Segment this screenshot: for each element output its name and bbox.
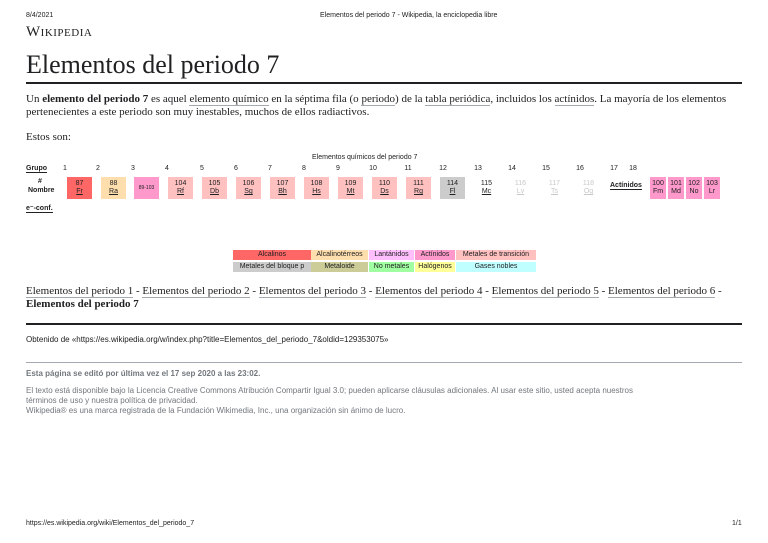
period-navigation <box>26 285 744 311</box>
group-number: 15 <box>542 165 550 172</box>
intro-paragraph <box>26 93 744 119</box>
element-cell[interactable] <box>236 177 261 199</box>
legend-item[interactable]: Metales del bloque p <box>233 262 311 272</box>
element-cell[interactable] <box>101 177 126 199</box>
page-title: Elementos del periodo 7 <box>26 50 280 79</box>
element-cell[interactable] <box>202 177 227 199</box>
nav-periodo-1[interactable]: Elementos del periodo 1 <box>26 285 134 297</box>
nav-separator: - <box>482 285 492 297</box>
title-divider <box>26 82 742 84</box>
element-cell[interactable] <box>440 177 465 199</box>
legend-item[interactable]: Metales de transición <box>456 250 536 260</box>
group-number: 7 <box>268 165 272 172</box>
obtenido-de[interactable]: Obtenido de «https://es.wikipedia.org/w/index.php?title=Elementos_del_periodo_7&oldid=129353075» <box>26 335 389 344</box>
legend-item[interactable]: Halógenos <box>415 262 455 272</box>
nav-separator: - <box>715 285 722 297</box>
element-number: 114 <box>446 180 459 187</box>
element-cell[interactable] <box>474 177 499 199</box>
element-number: 115 <box>480 180 493 187</box>
element-symbol: Hs <box>312 188 321 195</box>
license-text <box>26 386 746 416</box>
element-symbol: Db <box>210 188 219 195</box>
group-number: 2 <box>96 165 100 172</box>
group-number: 12 <box>439 165 447 172</box>
group-number: 18 <box>629 165 637 172</box>
group-number: 16 <box>576 165 584 172</box>
group-number: 14 <box>508 165 516 172</box>
nav-periodo-6[interactable]: Elementos del periodo 6 <box>608 285 716 297</box>
group-number: 11 <box>404 165 412 172</box>
element-number: 117 <box>548 180 561 187</box>
element-cell[interactable] <box>576 177 601 199</box>
link-tabla-periodica[interactable]: tabla periódica <box>425 93 491 105</box>
element-number: 106 <box>242 180 255 187</box>
link-periodo[interactable]: periodo <box>361 93 396 105</box>
element-symbol: Md <box>671 188 681 195</box>
element-number: 87 <box>75 180 84 187</box>
element-symbol: Ra <box>109 188 118 195</box>
actinide-cell[interactable] <box>668 177 684 199</box>
print-title: Elementos del periodo 7 - Wikipedia, la enciclopedia libre <box>320 12 498 19</box>
element-number: 108 <box>310 180 323 187</box>
element-symbol: Lr <box>708 188 716 195</box>
intro-text: Un <box>26 93 43 105</box>
element-cell[interactable] <box>406 177 431 199</box>
actinide-cell[interactable] <box>650 177 666 199</box>
intro-text: en la séptima fila (o <box>268 93 362 105</box>
intro-bold-term: elemento del periodo 7 <box>42 93 149 105</box>
license-line-1: El texto está disponible bajo la Licencia Creative Commons Atribución Compartir Igual 3.0; pueden aplicarse cláusulas adicionales. Al usar este sitio, usted acepta nuestros <box>26 386 634 395</box>
print-date: 8/4/2021 <box>26 12 54 19</box>
group-number: 10 <box>369 165 377 172</box>
legend-item[interactable]: Alcalinotérreos <box>311 250 368 260</box>
element-symbol: Ds <box>380 188 389 195</box>
intro-text: , incluidos los <box>490 93 555 105</box>
link-actinidos[interactable]: actínidos <box>554 93 595 105</box>
element-number: 103 <box>706 180 718 187</box>
grupo-label: Grupo <box>26 165 47 172</box>
legend-item[interactable]: Gases nobles <box>456 262 536 272</box>
element-number: 116 <box>514 180 527 187</box>
actinidos-label[interactable]: Actínidos <box>610 182 642 189</box>
legend-item[interactable]: Alcalinos <box>233 250 311 260</box>
link-elemento-quimico[interactable]: elemento químico <box>189 93 269 105</box>
element-symbol: Fm <box>652 188 664 195</box>
element-number: 104 <box>174 180 187 187</box>
element-number: 102 <box>688 180 700 187</box>
group-number: 13 <box>474 165 482 172</box>
element-cell[interactable] <box>168 177 193 199</box>
nav-periodo-3[interactable]: Elementos del periodo 3 <box>258 285 367 297</box>
element-cell[interactable] <box>304 177 329 199</box>
group-number: 17 <box>610 165 618 172</box>
group-number: 9 <box>336 165 340 172</box>
element-symbol: Rf <box>177 188 184 195</box>
nombre-label: Nombre <box>28 187 55 194</box>
actinide-cell[interactable] <box>686 177 702 199</box>
trademark-line: Wikipedia® es una marca registrada de la Fundación Wikimedia, Inc., una organización sin ánimo de lucro. <box>26 406 406 415</box>
element-symbol: Ts <box>551 188 558 195</box>
license-line-2: términos de uso y nuestra política de privacidad. <box>26 396 198 405</box>
footer-divider <box>26 362 742 363</box>
element-number: 89-103 <box>138 185 155 191</box>
intro-text: es aquel <box>148 93 190 105</box>
group-number: 5 <box>200 165 204 172</box>
legend-item[interactable]: Metaloide <box>311 262 368 272</box>
element-symbol: Sg <box>244 188 253 195</box>
element-number: 118 <box>582 180 595 187</box>
element-symbol: Bh <box>278 188 287 195</box>
nav-divider <box>26 323 742 325</box>
element-cell[interactable] <box>372 177 397 199</box>
nav-periodo-7-current: Elementos del periodo 7 <box>26 298 139 310</box>
element-cell[interactable] <box>508 177 533 199</box>
element-symbol: Lv <box>516 188 525 195</box>
element-symbol: Mt <box>346 188 355 195</box>
nav-periodo-2[interactable]: Elementos del periodo 2 <box>142 285 250 297</box>
element-cell[interactable] <box>67 177 92 199</box>
element-cell[interactable] <box>338 177 363 199</box>
element-cell[interactable] <box>270 177 295 199</box>
element-symbol: No <box>689 188 699 195</box>
legend-item[interactable]: No metales <box>369 262 414 272</box>
nav-separator: - <box>133 285 143 297</box>
num-label: # <box>38 178 42 185</box>
element-number: 111 <box>413 180 424 187</box>
legend-item[interactable]: Actínidos <box>415 250 455 260</box>
actinide-cell[interactable] <box>704 177 720 199</box>
nav-separator: - <box>249 285 259 297</box>
group-number: 4 <box>165 165 169 172</box>
nav-periodo-5[interactable]: Elementos del periodo 5 <box>491 285 599 297</box>
element-number: 88 <box>109 180 118 187</box>
group-number: 8 <box>302 165 306 172</box>
element-symbol: Fr <box>76 188 83 195</box>
nav-separator: - <box>598 285 609 297</box>
element-number: 107 <box>276 180 289 187</box>
element-cell[interactable] <box>134 177 159 199</box>
intro-text: ) de la <box>395 93 426 105</box>
element-symbol: Og <box>583 188 594 195</box>
element-cell[interactable] <box>542 177 567 199</box>
group-number: 3 <box>131 165 135 172</box>
nav-separator: - <box>366 285 376 297</box>
intro-text: . La mayoría de los elementos pertenecientes a este periodo son muy inestables, muchos de ellos radiactivos. <box>26 93 727 118</box>
element-number: 110 <box>378 180 391 187</box>
element-number: 105 <box>208 180 221 187</box>
group-number: 6 <box>234 165 238 172</box>
last-edited: Esta página se editó por última vez el 17 sep 2020 a las 23:02. <box>26 369 261 378</box>
wikipedia-logo[interactable]: Wikipedia <box>26 24 93 40</box>
element-number: 109 <box>344 180 357 187</box>
print-page-number: 1/1 <box>732 520 742 527</box>
print-url: https://es.wikipedia.org/wiki/Elementos_del_periodo_7 <box>26 520 195 527</box>
element-symbol: Fl <box>449 188 456 195</box>
econf-label: e⁻-conf. <box>26 205 53 212</box>
element-symbol: Rg <box>414 188 423 195</box>
group-number: 1 <box>63 165 67 172</box>
element-number: 100 <box>652 180 664 187</box>
element-symbol: Mc <box>481 188 492 195</box>
estos-son: Estos son: <box>26 131 71 143</box>
legend-item[interactable]: Lantánidos <box>369 250 414 260</box>
nav-periodo-4[interactable]: Elementos del periodo 4 <box>375 285 483 297</box>
table-caption: Elementos químicos del periodo 7 <box>312 154 418 161</box>
element-number: 101 <box>670 180 682 187</box>
